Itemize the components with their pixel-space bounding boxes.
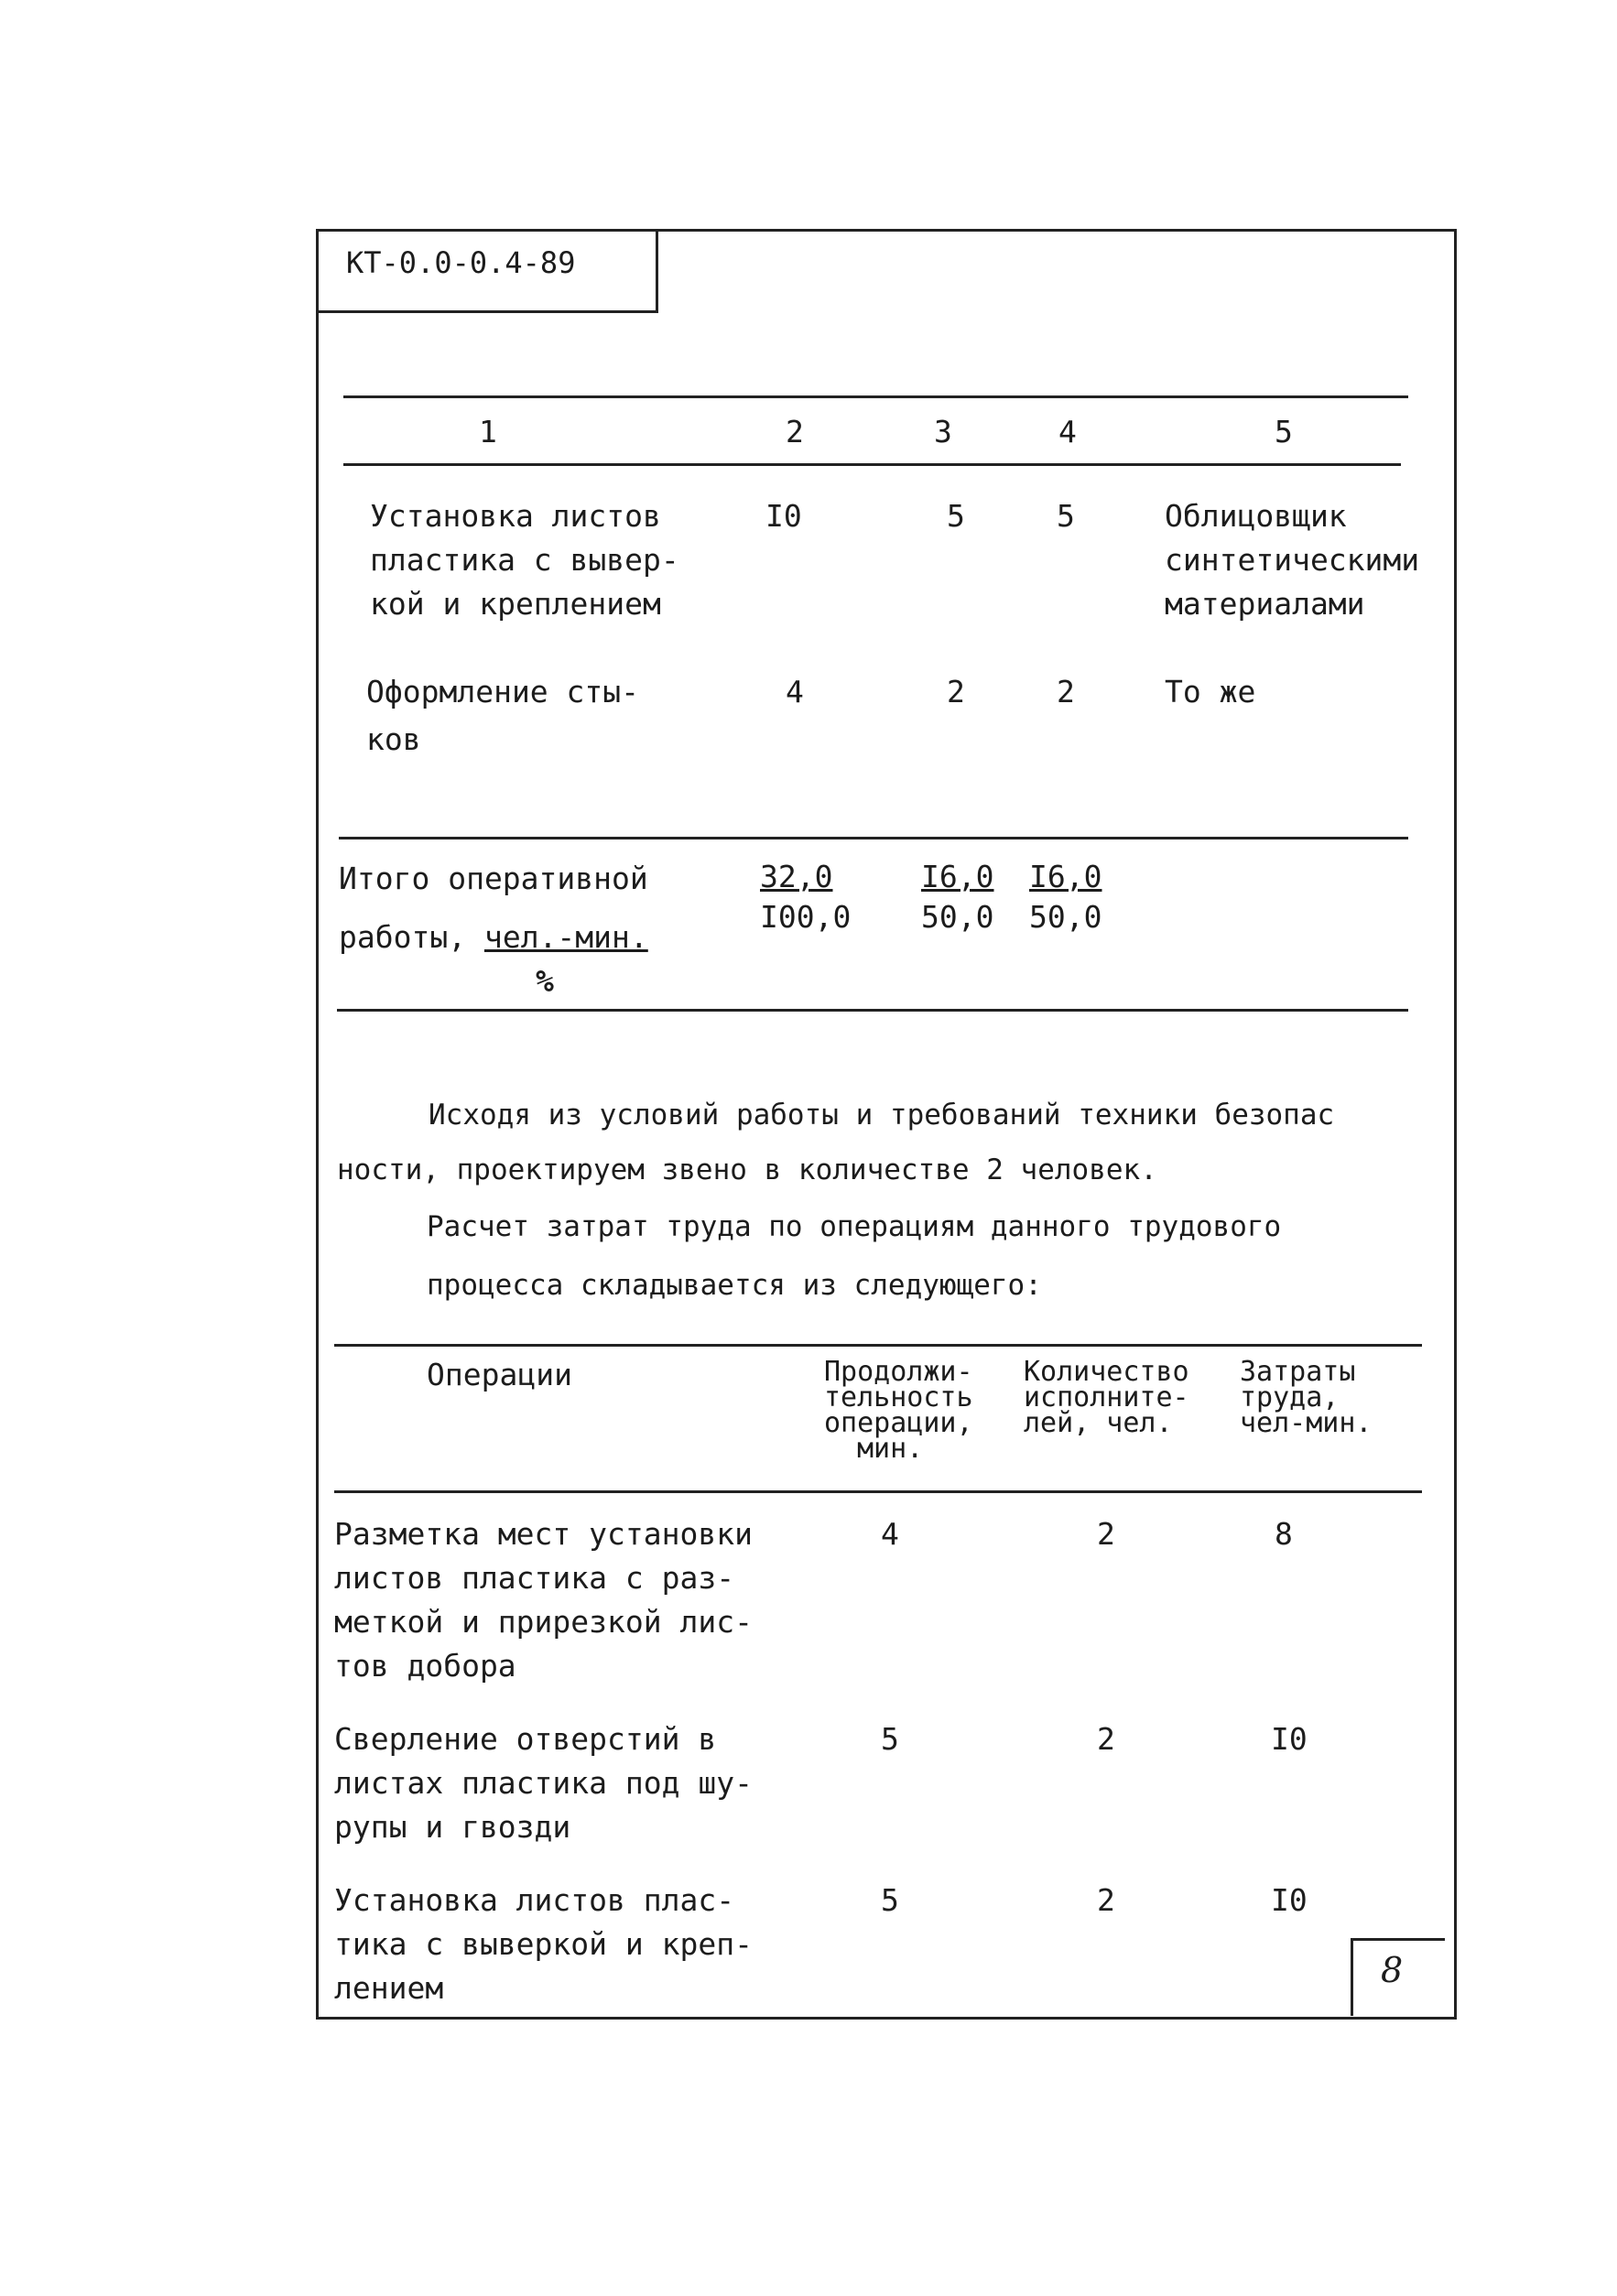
table1-bottom-rule bbox=[337, 1009, 1408, 1012]
table1-row1-col5-line1: Облицовщик bbox=[1165, 498, 1347, 534]
table2-row3-name-line2: тика с выверкой и креп- bbox=[334, 1926, 753, 1962]
table2-row1-name-line2: листов пластика с раз- bbox=[334, 1560, 735, 1596]
table2-row1-name-line3: меткой и прирезкой лис- bbox=[334, 1604, 753, 1640]
table2-row1-name-line1: Разметка мест установки bbox=[334, 1516, 753, 1552]
table1-row1-col4: 5 bbox=[1057, 498, 1075, 534]
table1-row2-name-line2: ков bbox=[366, 721, 421, 757]
table2-header-duration-line1: Продолжи- bbox=[824, 1356, 973, 1388]
table1-row1-name-line1: Установка листов bbox=[370, 498, 661, 534]
table1-row2-col4: 2 bbox=[1057, 674, 1075, 709]
table1-total-col3-top: I6,0 bbox=[921, 859, 994, 894]
table1-header-rule bbox=[343, 463, 1401, 466]
table2-row2-count: 2 bbox=[1097, 1721, 1115, 1757]
table1-header-5: 5 bbox=[1275, 414, 1293, 449]
table2-header-duration-line4: мин. bbox=[857, 1433, 924, 1465]
table1-row1-col5-line3: материалами bbox=[1165, 586, 1365, 622]
table2-row2-name-line3: рупы и гвозди bbox=[334, 1809, 571, 1845]
table2-header-duration-line2: тельность bbox=[824, 1381, 973, 1413]
table1-top-rule bbox=[343, 395, 1408, 398]
table1-total-col4-bottom: 50,0 bbox=[1029, 899, 1102, 935]
table2-row1-count: 2 bbox=[1097, 1516, 1115, 1552]
table2-header-labor-line3: чел-мин. bbox=[1240, 1407, 1373, 1439]
table2-top-rule bbox=[334, 1344, 1422, 1347]
document-code: КТ-0.0-0.4-89 bbox=[346, 245, 576, 280]
table1-row2-col5: То же bbox=[1165, 674, 1256, 709]
table1-total-label-prefix: работы, bbox=[339, 919, 484, 955]
table2-header-count-line2: исполните- bbox=[1024, 1381, 1189, 1413]
table2-row2-name-line1: Сверление отверстий в bbox=[334, 1721, 717, 1757]
table1-row2-col3: 2 bbox=[947, 674, 965, 709]
paragraph2-line2: процесса складывается из следующего: bbox=[427, 1269, 1042, 1302]
table2-header-count-line1: Количество bbox=[1024, 1356, 1189, 1388]
table1-row2-name-line1: Оформление сты- bbox=[366, 674, 640, 709]
table1-total-col3-bottom: 50,0 bbox=[921, 899, 994, 935]
table2-row1-duration: 4 bbox=[881, 1516, 899, 1552]
table1-total-unit-percent: % bbox=[536, 963, 554, 999]
table2-row3-labor: I0 bbox=[1271, 1882, 1308, 1918]
table1-header-4: 4 bbox=[1058, 414, 1077, 449]
paragraph1-line2: ности, проектируем звено в количестве 2 человек. bbox=[337, 1153, 1157, 1186]
page-number: 8 bbox=[1381, 1950, 1404, 1990]
table2-header-duration-line3: операции, bbox=[824, 1407, 973, 1439]
table1-row1-col5-line2: синтетическими bbox=[1165, 542, 1420, 578]
table1-header-3: 3 bbox=[934, 414, 952, 449]
table1-total-unit: чел.-мин. bbox=[483, 919, 648, 955]
table1-row1-name-line2: пластика с вывер- bbox=[370, 542, 679, 578]
table2-header-rule bbox=[334, 1490, 1422, 1493]
table1-total-col2-bottom: I00,0 bbox=[760, 899, 852, 935]
table2-row2-labor: I0 bbox=[1271, 1721, 1308, 1757]
table1-header-2: 2 bbox=[786, 414, 804, 449]
table2-row1-name-line4: тов добора bbox=[334, 1648, 516, 1684]
table2-header-operations: Операции bbox=[427, 1357, 572, 1392]
table2-row2-name-line2: листах пластика под шу- bbox=[334, 1765, 753, 1801]
paragraph1-line1: Исходя из условий работы и требований техники безопас bbox=[429, 1099, 1335, 1132]
table1-total-label-line1: Итого оперативной bbox=[339, 861, 648, 896]
table1-total-col4-top: I6,0 bbox=[1029, 859, 1102, 894]
table2-row3-count: 2 bbox=[1097, 1882, 1115, 1918]
paragraph2-line1: Расчет затрат труда по операциям данного трудового bbox=[427, 1210, 1282, 1243]
table1-row1-name-line3: кой и креплением bbox=[370, 586, 661, 622]
table1-row1-col2: I0 bbox=[765, 498, 802, 534]
table2-header-labor-line2: труда, bbox=[1240, 1381, 1340, 1413]
table1-header-1: 1 bbox=[479, 414, 497, 449]
table1-row1-col3: 5 bbox=[947, 498, 965, 534]
table2-row3-duration: 5 bbox=[881, 1882, 899, 1918]
table2-row3-name-line1: Установка листов плас- bbox=[334, 1882, 735, 1918]
table1-total-rule bbox=[339, 837, 1408, 839]
table1-total-label-line2 bbox=[339, 915, 648, 959]
table2-row2-duration: 5 bbox=[881, 1721, 899, 1757]
table2-row1-labor: 8 bbox=[1275, 1516, 1293, 1552]
table1-row2-col2: 4 bbox=[786, 674, 804, 709]
table1-total-col2-top: 32,0 bbox=[760, 859, 833, 894]
table2-row3-name-line3: лением bbox=[334, 1970, 444, 2006]
table2-header-count-line3: лей, чел. bbox=[1024, 1407, 1173, 1439]
table2-header-labor-line1: Затраты bbox=[1240, 1356, 1356, 1388]
